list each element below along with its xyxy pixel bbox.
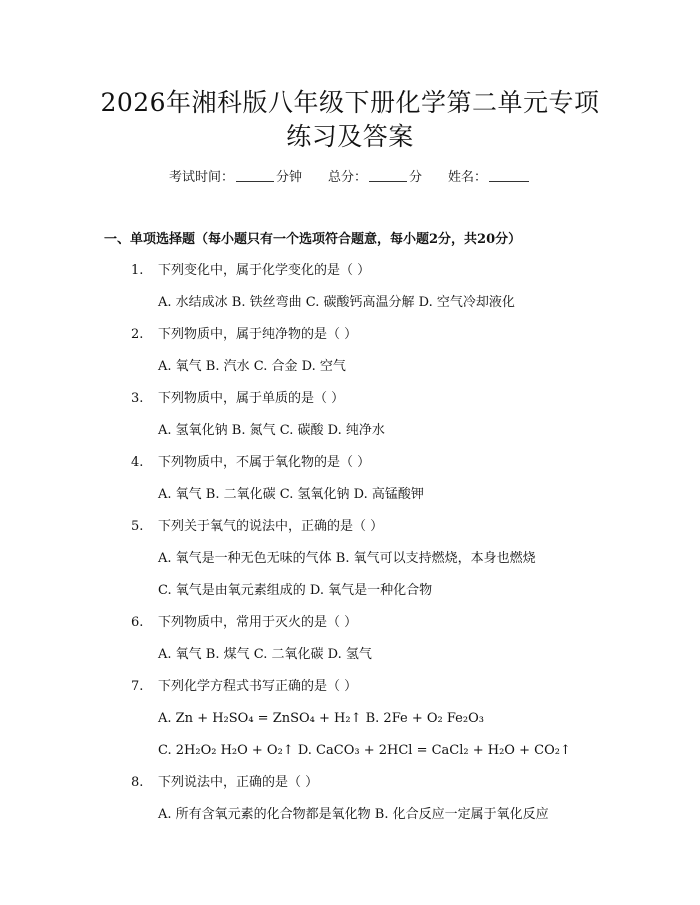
question-options: A. Zn + H₂SO₄ = ZnSO₄ + H₂↑ B. 2Fe + O₂ Fe₂O₃ <box>158 711 484 726</box>
question-options: C. 2H₂O₂ H₂O + O₂↑ D. CaCO₃ + 2HCl = CaCl₂ + H₂O + CO₂↑ <box>158 743 571 758</box>
score-blank[interactable] <box>369 169 407 182</box>
question <box>131 453 370 473</box>
question <box>131 517 383 537</box>
question-stem: 下列说法中，正确的是（ ） <box>158 775 319 790</box>
question-number: 1. <box>131 263 144 278</box>
question <box>131 773 318 793</box>
time-blank[interactable] <box>236 169 274 182</box>
exam-meta <box>0 168 700 188</box>
question <box>131 389 344 409</box>
question-number: 5. <box>131 519 144 534</box>
name-blank[interactable] <box>489 169 529 182</box>
question-stem: 下列物质中，属于纯净物的是（ ） <box>158 327 358 342</box>
question-stem: 下列物质中，不属于氧化物的是（ ） <box>158 455 371 470</box>
name-label: 姓名： <box>448 170 488 185</box>
question-options: A. 氧气 B. 煤气 C. 二氧化碳 D. 氢气 <box>158 647 372 662</box>
question-number: 8. <box>131 775 144 790</box>
question-options: A. 所有含氧元素的化合物都是氧化物 B. 化合反应一定属于氧化反应 <box>158 807 549 822</box>
question-number: 2. <box>131 327 144 342</box>
question-number: 4. <box>131 455 144 470</box>
question-options: A. 氧气 B. 汽水 C. 合金 D. 空气 <box>158 359 346 374</box>
question-options: A. 氧气是一种无色无味的气体 B. 氧气可以支持燃烧，本身也燃烧 <box>158 551 536 566</box>
time-label: 考试时间： <box>168 170 234 185</box>
question <box>131 677 357 697</box>
section-heading: 一、单项选择题（每小题只有一个选项符合题意，每小题2分，共20分） <box>104 232 522 247</box>
question-stem: 下列变化中，属于化学变化的是（ ） <box>158 263 371 278</box>
question-stem: 下列关于氧气的说法中，正确的是（ ） <box>158 519 384 534</box>
question-stem: 下列化学方程式书写正确的是（ ） <box>158 679 358 694</box>
question-number: 6. <box>131 615 144 630</box>
question-options: C. 氧气是由氧元素组成的 D. 氧气是一种化合物 <box>158 583 433 598</box>
question-stem: 下列物质中，常用于灭火的是（ ） <box>158 615 358 630</box>
score-label: 总分： <box>327 170 367 185</box>
question-options: A. 氧气 B. 二氧化碳 C. 氢氧化钠 D. 高锰酸钾 <box>158 487 424 502</box>
question-number: 7. <box>131 679 144 694</box>
question <box>131 325 357 345</box>
score-unit: 分 <box>409 170 423 185</box>
question-options: A. 氢氧化钠 B. 氮气 C. 碳酸 D. 纯净水 <box>158 423 385 438</box>
doc-title-line1: 2026年湘科版八年级下册化学第二单元专项 <box>100 88 600 117</box>
doc-title-line2: 练习及答案 <box>286 122 414 151</box>
question-number: 3. <box>131 391 144 406</box>
question-stem: 下列物质中，属于单质的是（ ） <box>158 391 345 406</box>
question <box>131 261 370 281</box>
question <box>131 613 357 633</box>
time-unit: 分钟 <box>275 170 302 185</box>
question-options: A. 水结成冰 B. 铁丝弯曲 C. 碳酸钙高温分解 D. 空气冷却液化 <box>158 295 515 310</box>
